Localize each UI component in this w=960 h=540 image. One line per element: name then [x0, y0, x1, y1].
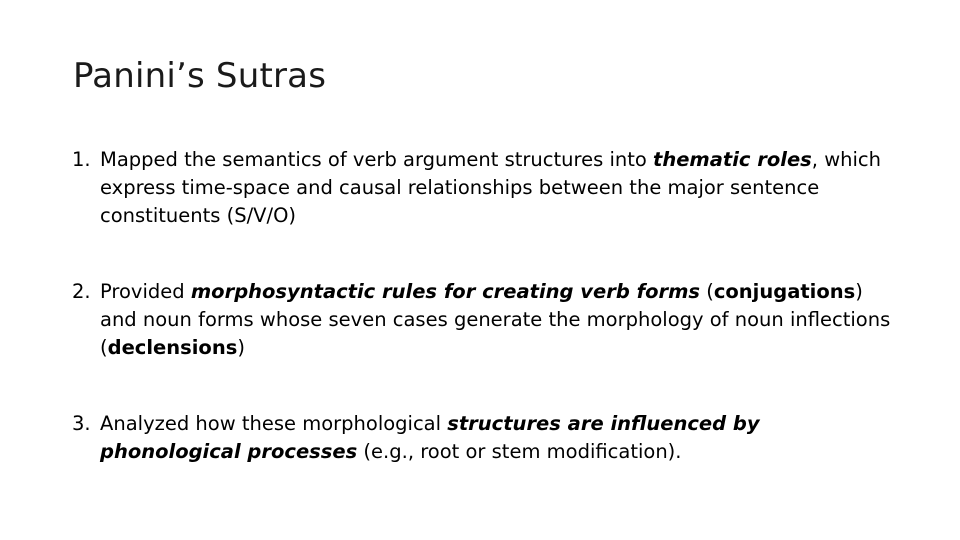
text-segment: ) [237, 336, 245, 359]
list-item-text [100, 410, 892, 466]
text-segment: , which express time-space and causal relationships between the major sentence constituents (S/V/O) [100, 148, 881, 227]
text-segment: Provided [100, 280, 191, 303]
bold-term: declensions [107, 336, 238, 359]
bold-term: conjugations [713, 280, 856, 303]
list-item [72, 410, 892, 466]
emphasis-text: morphosyntactic rules for creating verb forms [190, 280, 701, 303]
list-item-number: 2. [72, 280, 91, 303]
list-item [72, 278, 892, 362]
text-segment: (e.g., root or stem modification). [357, 440, 682, 463]
list-item-text [100, 278, 892, 362]
list-item-number: 1. [72, 148, 91, 171]
emphasis-text: structures are influenced by phonological processes [100, 412, 760, 463]
numbered-list [72, 146, 892, 514]
text-segment: Analyzed how these morphological [100, 412, 448, 435]
text-segment: ) and noun forms whose seven cases generate the morphology of noun inflections ( [100, 280, 891, 359]
text-segment: ( [700, 280, 714, 303]
text-segment: Mapped the semantics of verb argument structures into [100, 148, 653, 171]
list-item [72, 146, 892, 230]
emphasis-text: thematic roles [653, 148, 812, 171]
list-item-text [100, 146, 892, 230]
slide-title: Panini’s Sutras [73, 56, 327, 96]
list-item-number: 3. [72, 412, 91, 435]
